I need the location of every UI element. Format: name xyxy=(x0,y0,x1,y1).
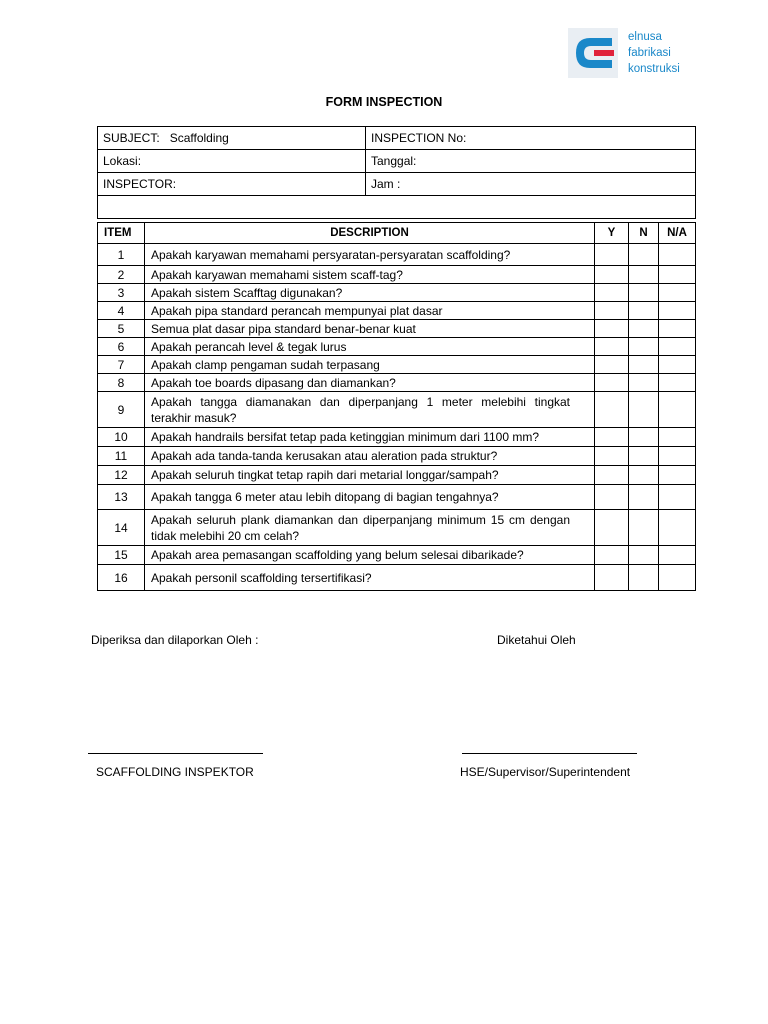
check-y-cell[interactable] xyxy=(595,546,629,565)
check-y-cell[interactable] xyxy=(595,244,629,266)
check-y-cell[interactable] xyxy=(595,320,629,338)
check-y-cell[interactable] xyxy=(595,374,629,392)
item-description: Apakah ada tanda-tanda kerusakan atau aleration pada struktur? xyxy=(145,447,595,466)
header-row xyxy=(98,173,696,196)
check-y-cell[interactable] xyxy=(595,302,629,320)
checklist-header-row xyxy=(98,223,696,244)
inspector-role-label: SCAFFOLDING INSPEKTOR xyxy=(96,765,254,779)
item-description: Apakah perancah level & tegak lurus xyxy=(145,338,595,356)
item-number: 3 xyxy=(98,284,145,302)
checklist-row xyxy=(98,374,696,392)
item-description: Apakah pipa standard perancah mempunyai plat dasar xyxy=(145,302,595,320)
checklist-row xyxy=(98,356,696,374)
checklist-row xyxy=(98,284,696,302)
check-na-cell[interactable] xyxy=(659,374,696,392)
logo-line: elnusa xyxy=(628,31,662,43)
check-n-cell[interactable] xyxy=(629,485,659,510)
tanggal-label: Tanggal: xyxy=(371,154,417,168)
check-y-cell[interactable] xyxy=(595,510,629,546)
check-na-cell[interactable] xyxy=(659,338,696,356)
item-description: Apakah handrails bersifat tetap pada ketinggian minimum dari 1100 mm? xyxy=(145,428,595,447)
check-y-cell[interactable] xyxy=(595,466,629,485)
item-description: Apakah karyawan memahami sistem scaff-tag? xyxy=(145,266,595,284)
check-na-cell[interactable] xyxy=(659,466,696,485)
item-number: 1 xyxy=(98,244,145,266)
column-header-item: ITEM xyxy=(98,223,145,244)
item-description: Apakah tangga 6 meter atau lebih ditopang di bagian tengahnya? xyxy=(145,485,595,510)
item-description: Apakah seluruh tingkat tetap rapih dari metarial longgar/sampah? xyxy=(145,466,595,485)
checklist-table xyxy=(97,222,696,591)
checklist-row xyxy=(98,428,696,447)
subject-cell[interactable] xyxy=(98,127,366,150)
check-na-cell[interactable] xyxy=(659,244,696,266)
inspector-cell[interactable] xyxy=(98,173,366,196)
spacer-row xyxy=(98,196,696,219)
check-n-cell[interactable] xyxy=(629,565,659,591)
check-n-cell[interactable] xyxy=(629,374,659,392)
check-n-cell[interactable] xyxy=(629,284,659,302)
item-number: 7 xyxy=(98,356,145,374)
subject-label: SUBJECT: xyxy=(103,131,160,145)
check-na-cell[interactable] xyxy=(659,320,696,338)
logo-mark-icon xyxy=(568,28,618,78)
inspected-by-heading: Diperiksa dan dilaporkan Oleh : xyxy=(91,633,259,647)
logo-wordmark xyxy=(628,29,700,77)
supervisor-role-label: HSE/Supervisor/Superintendent xyxy=(460,765,631,779)
check-y-cell[interactable] xyxy=(595,428,629,447)
item-description: Apakah seluruh plank diamankan dan diperpanjang minimum 15 cm dengan tidak melebihi 20 cm celah? xyxy=(145,510,595,546)
check-n-cell[interactable] xyxy=(629,338,659,356)
form-title: FORM INSPECTION xyxy=(325,95,443,109)
check-na-cell[interactable] xyxy=(659,510,696,546)
check-n-cell[interactable] xyxy=(629,320,659,338)
inspection-no-label: INSPECTION No: xyxy=(371,131,467,145)
check-na-cell[interactable] xyxy=(659,392,696,428)
checklist-row xyxy=(98,244,696,266)
checklist-row xyxy=(98,510,696,546)
check-n-cell[interactable] xyxy=(629,392,659,428)
check-na-cell[interactable] xyxy=(659,284,696,302)
check-y-cell[interactable] xyxy=(595,356,629,374)
check-na-cell[interactable] xyxy=(659,565,696,591)
check-n-cell[interactable] xyxy=(629,302,659,320)
item-number: 14 xyxy=(98,510,145,546)
check-na-cell[interactable] xyxy=(659,447,696,466)
lokasi-cell[interactable] xyxy=(98,150,366,173)
check-n-cell[interactable] xyxy=(629,546,659,565)
company-logo xyxy=(568,28,698,78)
acknowledged-by-heading: Diketahui Oleh xyxy=(497,633,576,647)
check-na-cell[interactable] xyxy=(659,302,696,320)
check-y-cell[interactable] xyxy=(595,565,629,591)
checklist-row xyxy=(98,466,696,485)
check-n-cell[interactable] xyxy=(629,244,659,266)
checklist-row xyxy=(98,302,696,320)
column-header-n: N xyxy=(629,223,659,244)
check-y-cell[interactable] xyxy=(595,447,629,466)
logo-line: fabrikasi xyxy=(628,47,671,59)
item-number: 6 xyxy=(98,338,145,356)
item-number: 16 xyxy=(98,565,145,591)
signature-line-inspector[interactable] xyxy=(88,753,263,754)
jam-cell[interactable] xyxy=(366,173,696,196)
item-number: 4 xyxy=(98,302,145,320)
item-description: Apakah clamp pengaman sudah terpasang xyxy=(145,356,595,374)
check-na-cell[interactable] xyxy=(659,428,696,447)
header-table xyxy=(97,126,696,219)
check-n-cell[interactable] xyxy=(629,428,659,447)
check-y-cell[interactable] xyxy=(595,266,629,284)
logo-line: konstruksi xyxy=(628,63,680,75)
signature-line-supervisor[interactable] xyxy=(462,753,637,754)
checklist-row xyxy=(98,338,696,356)
item-number: 11 xyxy=(98,447,145,466)
item-description: Semua plat dasar pipa standard benar-benar kuat xyxy=(145,320,595,338)
check-n-cell[interactable] xyxy=(629,266,659,284)
column-header-na: N/A xyxy=(659,223,696,244)
item-number: 15 xyxy=(98,546,145,565)
item-description: Apakah sistem Scafftag digunakan? xyxy=(145,284,595,302)
item-number: 5 xyxy=(98,320,145,338)
checklist-row xyxy=(98,392,696,428)
checklist-row xyxy=(98,447,696,466)
checklist-row xyxy=(98,546,696,565)
header-row xyxy=(98,127,696,150)
column-header-description: DESCRIPTION xyxy=(145,223,595,244)
item-number: 10 xyxy=(98,428,145,447)
check-y-cell[interactable] xyxy=(595,392,629,428)
lokasi-label: Lokasi: xyxy=(103,154,142,168)
inspection-no-cell[interactable] xyxy=(366,127,696,150)
item-description: Apakah personil scaffolding tersertifikasi? xyxy=(145,565,595,591)
item-description: Apakah toe boards dipasang dan diamankan? xyxy=(145,374,595,392)
checklist-body xyxy=(98,244,696,591)
check-n-cell[interactable] xyxy=(629,510,659,546)
check-n-cell[interactable] xyxy=(629,356,659,374)
check-n-cell[interactable] xyxy=(629,447,659,466)
item-number: 13 xyxy=(98,485,145,510)
check-na-cell[interactable] xyxy=(659,546,696,565)
item-number: 8 xyxy=(98,374,145,392)
check-y-cell[interactable] xyxy=(595,284,629,302)
jam-label: Jam : xyxy=(371,177,401,191)
checklist-row xyxy=(98,485,696,510)
checklist-row xyxy=(98,320,696,338)
item-description: Apakah tangga diamanakan dan diperpanjang 1 meter melebihi tingkat terakhir masuk? xyxy=(145,392,595,428)
spacer-cell xyxy=(98,196,696,219)
column-header-y: Y xyxy=(595,223,629,244)
checklist-row xyxy=(98,266,696,284)
check-y-cell[interactable] xyxy=(595,338,629,356)
check-y-cell[interactable] xyxy=(595,485,629,510)
check-na-cell[interactable] xyxy=(659,485,696,510)
subject-value: Scaffolding xyxy=(169,131,229,145)
checklist-row xyxy=(98,565,696,591)
item-description: Apakah area pemasangan scaffolding yang belum selesai dibarikade? xyxy=(145,546,595,565)
inspector-label: INSPECTOR: xyxy=(103,177,177,191)
item-number: 12 xyxy=(98,466,145,485)
item-number: 2 xyxy=(98,266,145,284)
check-na-cell[interactable] xyxy=(659,266,696,284)
tanggal-cell[interactable] xyxy=(366,150,696,173)
item-number: 9 xyxy=(98,392,145,428)
item-description: Apakah karyawan memahami persyaratan-persyaratan scaffolding? xyxy=(145,244,595,266)
check-na-cell[interactable] xyxy=(659,356,696,374)
header-row xyxy=(98,150,696,173)
check-n-cell[interactable] xyxy=(629,466,659,485)
